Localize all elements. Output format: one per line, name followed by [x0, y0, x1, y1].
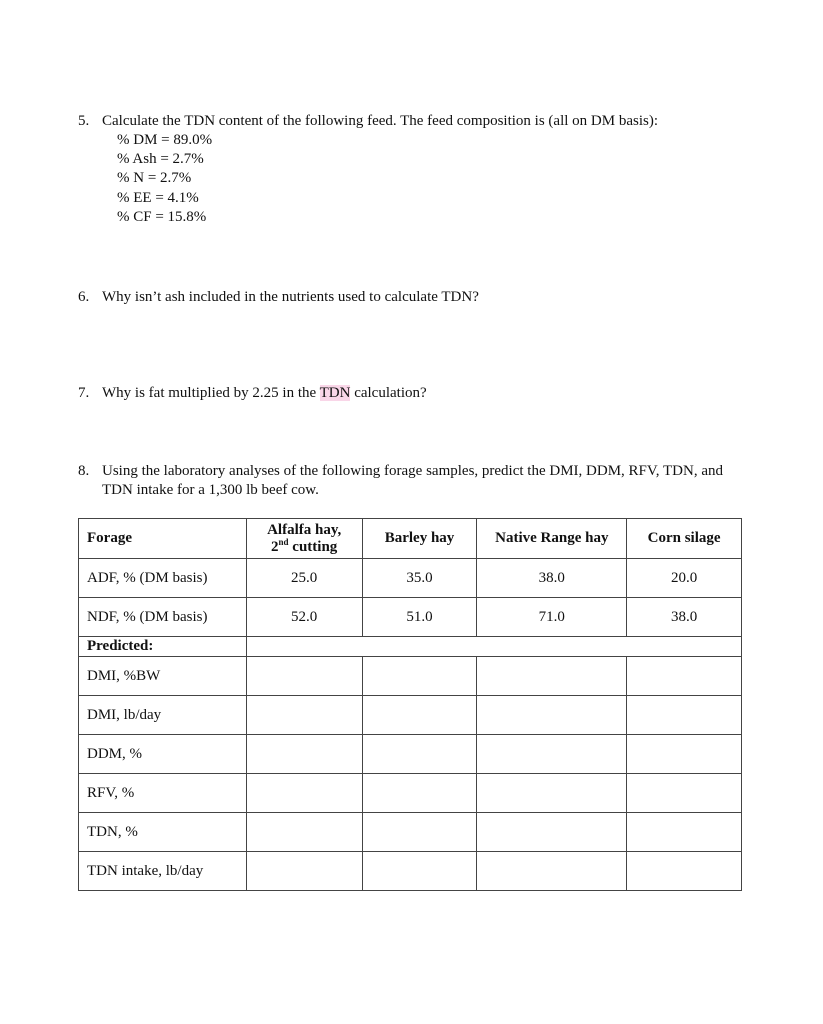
- question-6-number: 6.: [78, 289, 90, 305]
- predicted-spacer-cell: [246, 637, 741, 657]
- cell-ndf-native: 71.0: [477, 598, 627, 637]
- question-6: [78, 288, 479, 307]
- table-row: [79, 774, 742, 813]
- header-corn: Corn silage: [627, 519, 742, 559]
- row-label-adf: ADF, % (DM basis): [79, 559, 247, 598]
- table-row: [79, 852, 742, 891]
- question-5-text: Calculate the TDN content of the following feed. The feed composition is (all on DM basis):: [102, 113, 658, 129]
- header-alfalfa-line2-num: 2: [271, 538, 279, 555]
- cell-ndf-alfalfa: 52.0: [246, 598, 362, 637]
- answer-cell[interactable]: [477, 774, 627, 813]
- table-header-row: [79, 519, 742, 559]
- composition-ash: % Ash = 2.7%: [117, 151, 204, 168]
- answer-cell[interactable]: [627, 696, 742, 735]
- answer-cell[interactable]: [362, 657, 477, 696]
- answer-cell[interactable]: [246, 696, 362, 735]
- row-label-rfv: RFV, %: [79, 774, 247, 813]
- answer-cell[interactable]: [246, 813, 362, 852]
- question-5: [78, 112, 658, 131]
- cell-adf-alfalfa: 25.0: [246, 559, 362, 598]
- table-row: [79, 735, 742, 774]
- cell-adf-native: 38.0: [477, 559, 627, 598]
- highlighted-tdn: TDN: [319, 385, 351, 401]
- question-7: [78, 384, 427, 403]
- question-6-text: Why isn’t ash included in the nutrients used to calculate TDN?: [102, 289, 479, 305]
- cell-adf-corn: 20.0: [627, 559, 742, 598]
- cell-ndf-corn: 38.0: [627, 598, 742, 637]
- question-5-number: 5.: [78, 113, 90, 129]
- composition-dm: % DM = 89.0%: [117, 132, 213, 148]
- header-barley: Barley hay: [362, 519, 477, 559]
- header-alfalfa-line2-rest: cutting: [288, 538, 338, 555]
- question-8: [78, 462, 758, 500]
- question-7-text-after: calculation?: [350, 385, 427, 401]
- answer-cell[interactable]: [246, 657, 362, 696]
- row-label-tdn: TDN, %: [79, 813, 247, 852]
- answer-cell[interactable]: [477, 657, 627, 696]
- answer-cell[interactable]: [627, 774, 742, 813]
- row-label-ddm: DDM, %: [79, 735, 247, 774]
- header-alfalfa: [246, 519, 362, 559]
- table-row: [79, 696, 742, 735]
- answer-cell[interactable]: [627, 657, 742, 696]
- question-8-text: Using the laboratory analyses of the following forage samples, predict the DMI, DDM, RFV, TDN, and TDN intake for a 1,300 lb beef cow.: [102, 463, 723, 498]
- table-row: [79, 559, 742, 598]
- table-row: [79, 657, 742, 696]
- composition-n: % N = 2.7%: [117, 170, 192, 187]
- row-label-dmi-bw: DMI, %BW: [79, 657, 247, 696]
- question-8-number: 8.: [78, 463, 90, 479]
- answer-cell[interactable]: [627, 813, 742, 852]
- feed-composition-list: [117, 131, 212, 227]
- answer-cell[interactable]: [246, 735, 362, 774]
- question-7-text: [102, 384, 427, 403]
- answer-cell[interactable]: [477, 696, 627, 735]
- answer-cell[interactable]: [362, 852, 477, 891]
- answer-cell[interactable]: [246, 852, 362, 891]
- answer-cell[interactable]: [362, 813, 477, 852]
- row-label-dmi-lb: DMI, lb/day: [79, 696, 247, 735]
- forage-table: [78, 518, 742, 891]
- answer-cell[interactable]: [477, 735, 627, 774]
- row-label-tdn-intake: TDN intake, lb/day: [79, 852, 247, 891]
- answer-cell[interactable]: [246, 774, 362, 813]
- header-forage: Forage: [79, 519, 247, 559]
- answer-cell[interactable]: [477, 852, 627, 891]
- composition-cf: % CF = 15.8%: [117, 208, 207, 225]
- cell-ndf-barley: 51.0: [362, 598, 477, 637]
- header-native: Native Range hay: [477, 519, 627, 559]
- row-label-ndf: NDF, % (DM basis): [79, 598, 247, 637]
- answer-cell[interactable]: [362, 735, 477, 774]
- cell-adf-barley: 35.0: [362, 559, 477, 598]
- predicted-label: Predicted:: [79, 637, 247, 657]
- answer-cell[interactable]: [477, 813, 627, 852]
- answer-cell[interactable]: [627, 852, 742, 891]
- table-row: [79, 813, 742, 852]
- answer-cell[interactable]: [627, 735, 742, 774]
- header-alfalfa-line1: Alfalfa hay,: [267, 521, 342, 538]
- table-row: [79, 598, 742, 637]
- question-7-number: 7.: [78, 385, 90, 401]
- header-alfalfa-line2-sup: nd: [278, 536, 289, 547]
- predicted-header-row: [79, 637, 742, 657]
- question-7-text-before: Why is fat multiplied by 2.25 in the: [102, 385, 320, 401]
- answer-cell[interactable]: [362, 774, 477, 813]
- composition-ee: % EE = 4.1%: [117, 189, 199, 206]
- answer-cell[interactable]: [362, 696, 477, 735]
